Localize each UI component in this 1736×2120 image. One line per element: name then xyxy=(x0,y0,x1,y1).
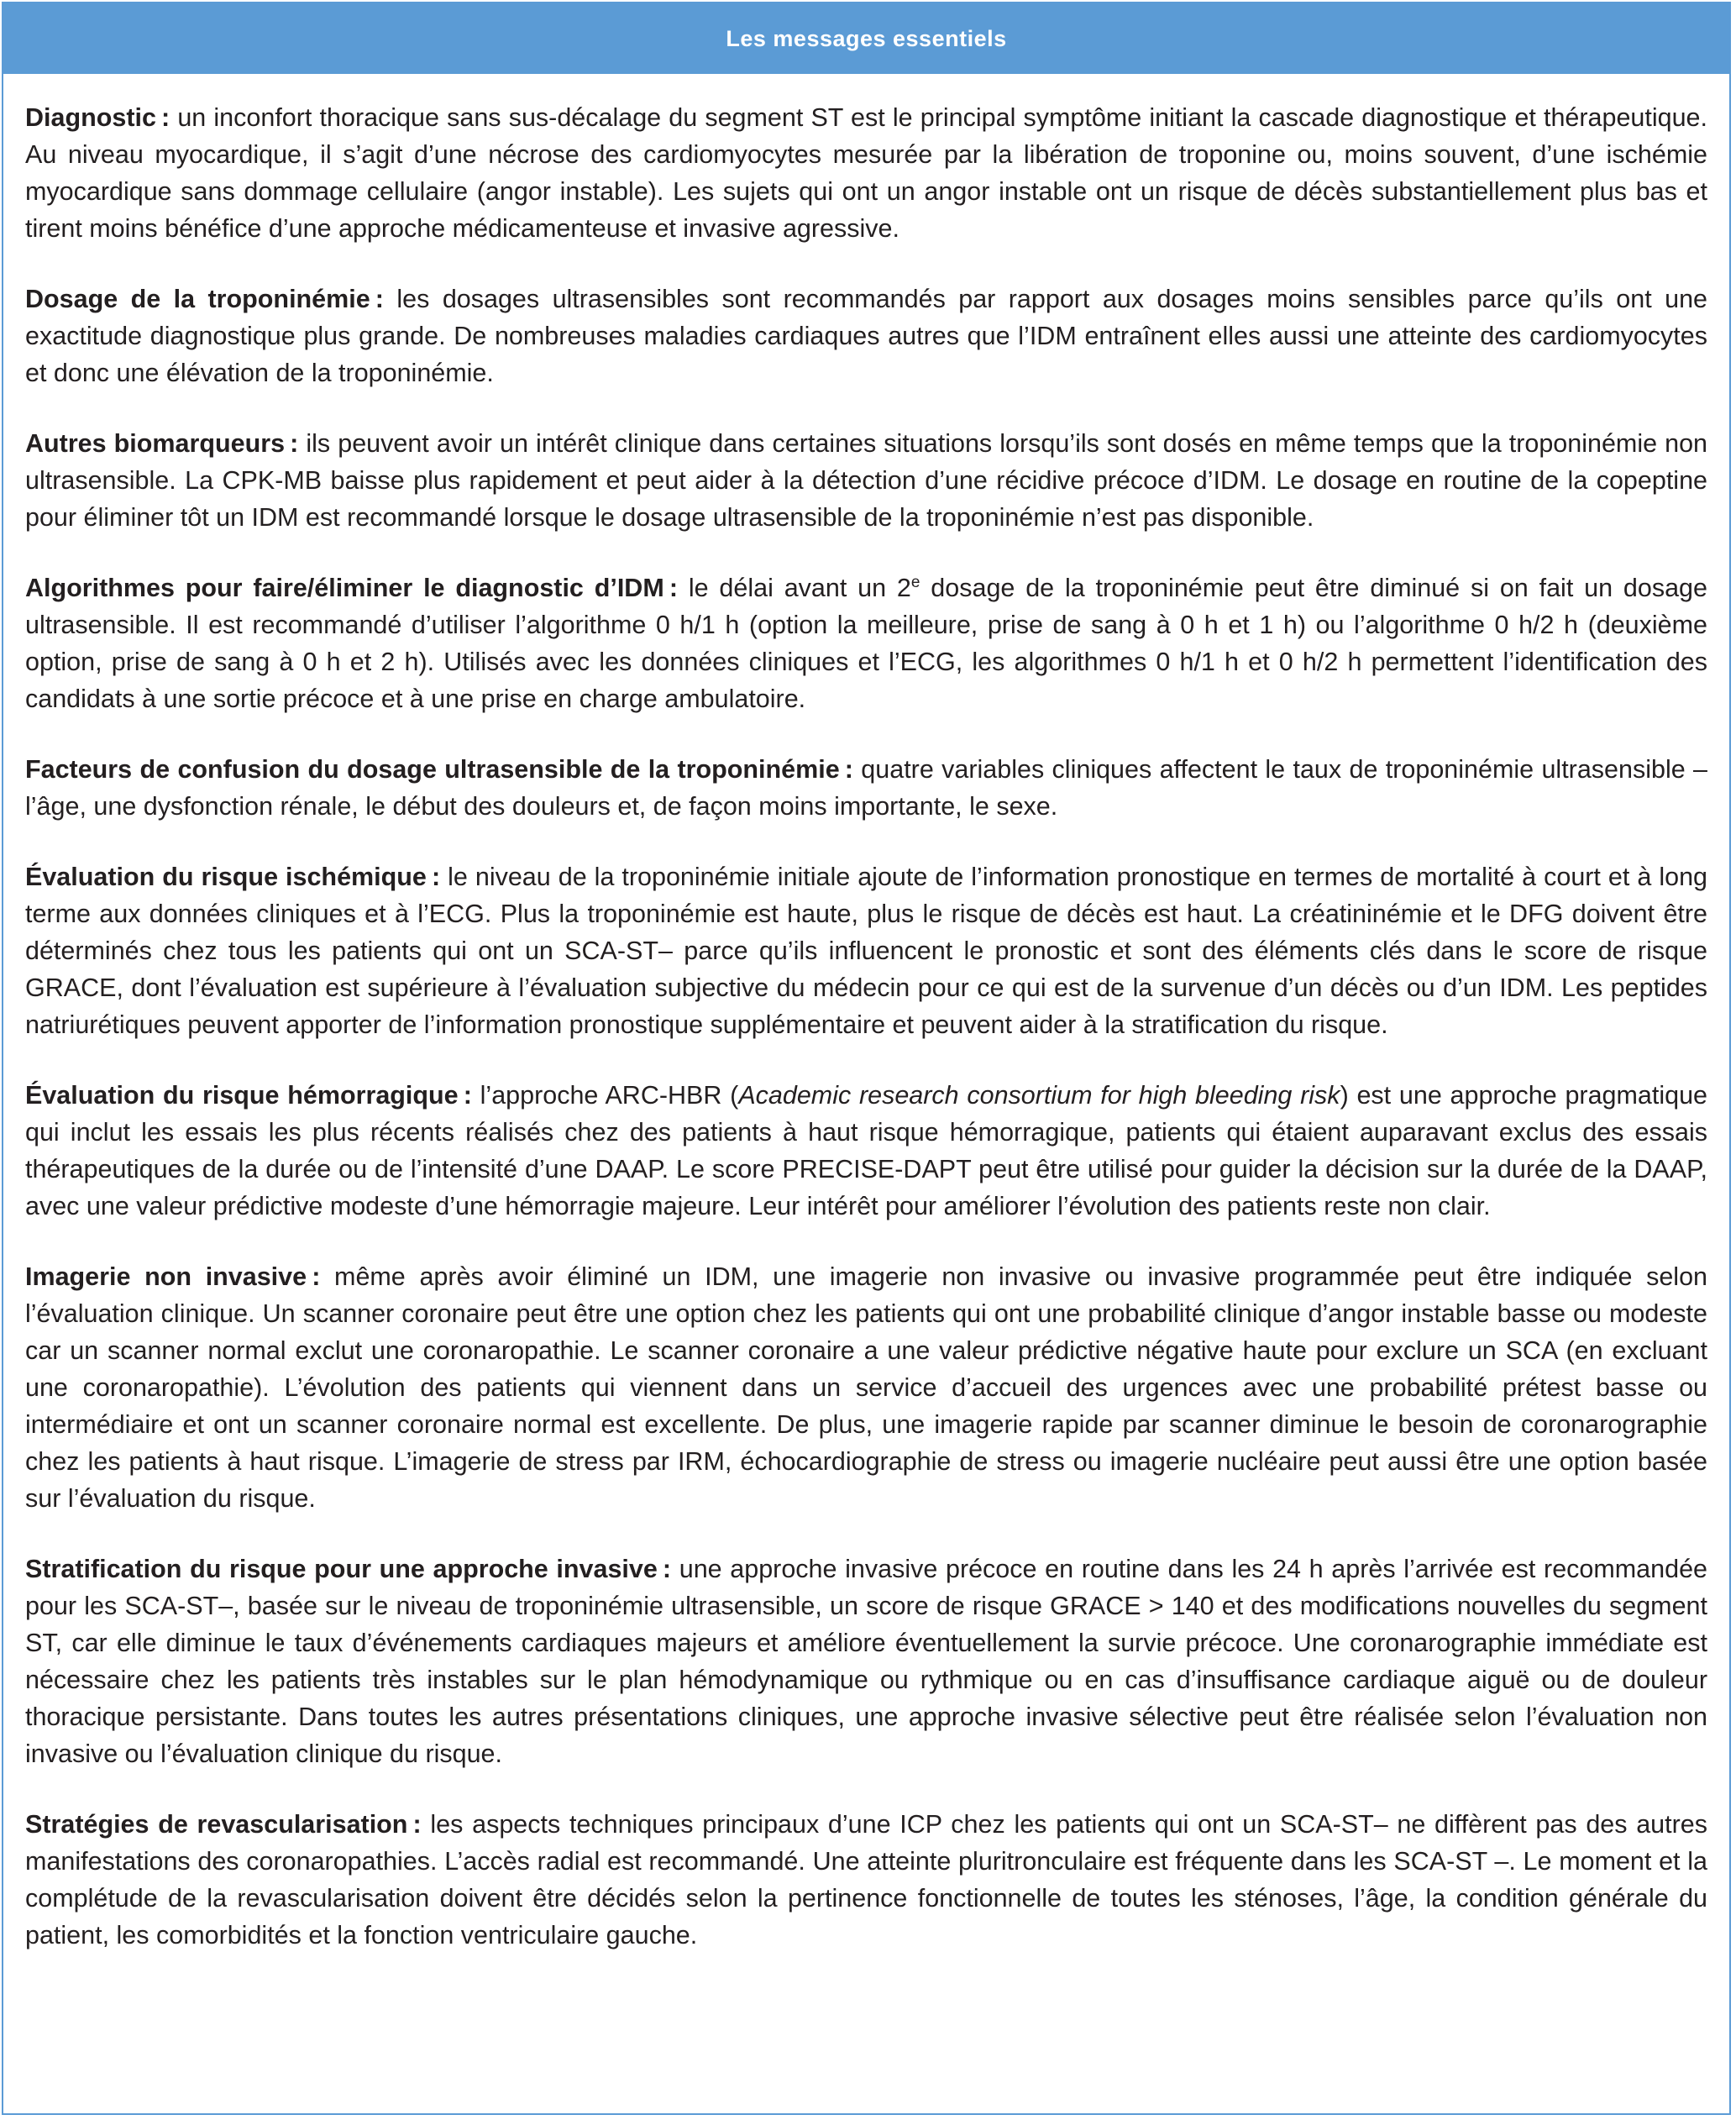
section-text-start: l’approche ARC-HBR ( xyxy=(471,1081,739,1110)
section-bleeding-risk xyxy=(25,1077,1707,1225)
section-text-start: le délai avant un 2 xyxy=(678,574,911,602)
section-confounding-factors xyxy=(25,751,1707,825)
section-heading: Évaluation du risque hémorragique : xyxy=(25,1081,472,1110)
section-risk-stratification xyxy=(25,1551,1707,1772)
section-revascularization xyxy=(25,1806,1707,1954)
section-noninvasive-imaging xyxy=(25,1258,1707,1517)
section-diagnostic xyxy=(25,99,1707,247)
section-troponin-dosing xyxy=(25,281,1707,391)
superscript: e xyxy=(910,573,920,591)
section-text: les aspects techniques principaux d’une ICP chez les patients qui ont un SCA-ST– ne diffèrent pas des autres manifestations des coronaropathies. L’accès radial est recommandé. Une atteinte pluritronculaire est fréquente dans les SCA-ST –. Le moment et la complétude de la revascularisation doivent être décidés selon la pertinence fonctionnelle de toutes les sténoses, l’âge, la condition générale du patient, les comorbidités et la fonction ventriculaire gauche. xyxy=(25,1810,1707,1949)
section-heading: Dosage de la troponinémie : xyxy=(25,285,384,313)
section-other-biomarkers xyxy=(25,425,1707,536)
section-heading: Facteurs de confusion du dosage ultrasensible de la troponinémie : xyxy=(25,755,853,784)
section-heading: Évaluation du risque ischémique : xyxy=(25,863,441,891)
section-text: un inconfort thoracique sans sus-décalage du segment ST est le principal symptôme initiant la cascade diagnostique et thérapeutique. Au niveau myocardique, il s’agit d’une nécrose des cardiomyocytes mesurée par la libération de troponine ou, moins souvent, d’une ischémie myocardique sans dommage cellulaire (angor instable). Les sujets qui ont un angor instable ont un risque de décès substantiellement plus bas et tirent moins bénéfice d’une approche médicamenteuse et invasive agressive. xyxy=(25,103,1707,243)
section-heading: Stratification du risque pour une approche invasive : xyxy=(25,1555,672,1583)
section-text: le niveau de la troponinémie initiale ajoute de l’information pronostique en termes de mortalité à court et à long terme aux données cliniques et à l’ECG. Plus la troponinémie est haute, plus le risque de décès est haut. La créatininémie et le DFG doivent être déterminés chez tous les patients qui ont un SCA-ST– parce qu’ils influencent le pronostic et sont des éléments clés dans le score de risque GRACE, dont l’évaluation est supérieure à l’évaluation subjective du médecin pour ce qui est de la survenue d’un décès ou d’un IDM. Les peptides natriurétiques peuvent apporter de l’information pronostique supplémentaire et peuvent aider à la stratification du risque. xyxy=(25,863,1707,1039)
section-heading: Diagnostic : xyxy=(25,103,170,132)
section-text: une approche invasive précoce en routine dans les 24 h après l’arrivée est recommandée pour les SCA-ST–, basée sur le niveau de troponinémie ultrasensible, un score de risque GRACE > 140 et des modifications nouvelles du segment ST, car elle diminue le taux d’événements cardiaques majeurs et améliore éventuellement la survie précoce. Une coronarographie immédiate est nécessaire chez les patients très instables sur le plan hémodynamique ou rythmique ou en cas d’insuffisance cardiaque aiguë ou de douleur thoracique persistante. Dans toutes les autres présentations cliniques, une approche invasive sélective peut être réalisée selon l’évaluation non invasive ou l’évaluation clinique du risque. xyxy=(25,1555,1707,1768)
section-ischemic-risk xyxy=(25,858,1707,1043)
section-text: ils peuvent avoir un intérêt clinique dans certaines situations lorsqu’ils sont dosés en même temps que la troponinémie non ultrasensible. La CPK-MB baisse plus rapidement et peut aider à la détection d’une récidive précoce d’IDM. Le dosage en routine de la copeptine pour éliminer tôt un IDM est recommandé lorsque le dosage ultrasensible de la troponinémie n’est pas disponible. xyxy=(25,429,1707,532)
section-text: même après avoir éliminé un IDM, une imagerie non invasive ou invasive programmée peut être indiquée selon l’évaluation clinique. Un scanner coronaire peut être une option chez les patients qui ont une probabilité clinique d’angor instable basse ou modeste car un scanner normal exclut une coronaropathie. Le scanner coronaire a une valeur prédictive négative haute pour exclure un SCA (en excluant une coronaropathie). L’évolution des patients qui viennent dans un service d’accueil des urgences avec une probabilité prétest basse ou intermédiaire et ont un scanner coronaire normal est excellente. De plus, une imagerie rapide par scanner diminue le besoin de coronarographie chez les patients à haut risque. L’imagerie de stress par IRM, échocardiographie de stress ou imagerie nucléaire peut aussi être une option basée sur l’évaluation du risque. xyxy=(25,1262,1707,1513)
section-text: dosage de la troponinémie peut être diminué si on fait un dosage ultrasensible. Il est recommandé d’utiliser l’algorithme 0 h/1 h (option la meilleure, prise de sang à 0 h et 1 h) ou l’algorithme 0 h/2 h (deuxième option, prise de sang à 0 h et 2 h). Utilisés avec les données cliniques et l’ECG, les algorithmes 0 h/1 h et 0 h/2 h permettent l’identification des candidats à une sortie précoce et à une prise en charge ambulatoire. xyxy=(25,574,1707,713)
section-text: quatre variables cliniques affectent le taux de troponinémie ultrasensible – l’âge, une dysfonction rénale, le début des douleurs et, de façon moins importante, le sexe. xyxy=(25,755,1708,821)
section-heading: Algorithmes pour faire/éliminer le diagnostic d’IDM : xyxy=(25,574,678,602)
section-text: ) est une approche pragmatique qui inclut les essais les plus récents réalisés chez des patients à haut risque hémorragique, patients qui étaient auparavant exclus des essais thérapeutiques de la durée ou de l’intensité d’une DAAP. Le score PRECISE-DAPT peut être utilisé pour guider la décision sur la durée de la DAAP, avec une valeur prédictive modeste d’une hémorragie majeure. Leur intérêt pour améliorer l’évolution des patients reste non clair. xyxy=(25,1081,1708,1220)
section-text: les dosages ultrasensibles sont recommandés par rapport aux dosages moins sensibles parce qu’ils ont une exactitude diagnostique plus grande. De nombreuses maladies cardiaques autres que l’IDM entraînent elles aussi une atteinte des cardiomyocytes et donc une élévation de la troponinémie. xyxy=(25,285,1707,387)
box-content xyxy=(3,74,1729,1954)
section-heading: Autres biomarqueurs : xyxy=(25,429,299,458)
section-algorithms xyxy=(25,569,1707,717)
box-title: Les messages essentiels xyxy=(3,3,1729,74)
section-heading: Imagerie non invasive : xyxy=(25,1262,321,1291)
italic-term: Academic research consortium for high bleeding risk xyxy=(738,1081,1340,1110)
section-heading: Stratégies de revascularisation : xyxy=(25,1810,422,1839)
key-messages-box xyxy=(2,2,1731,2115)
